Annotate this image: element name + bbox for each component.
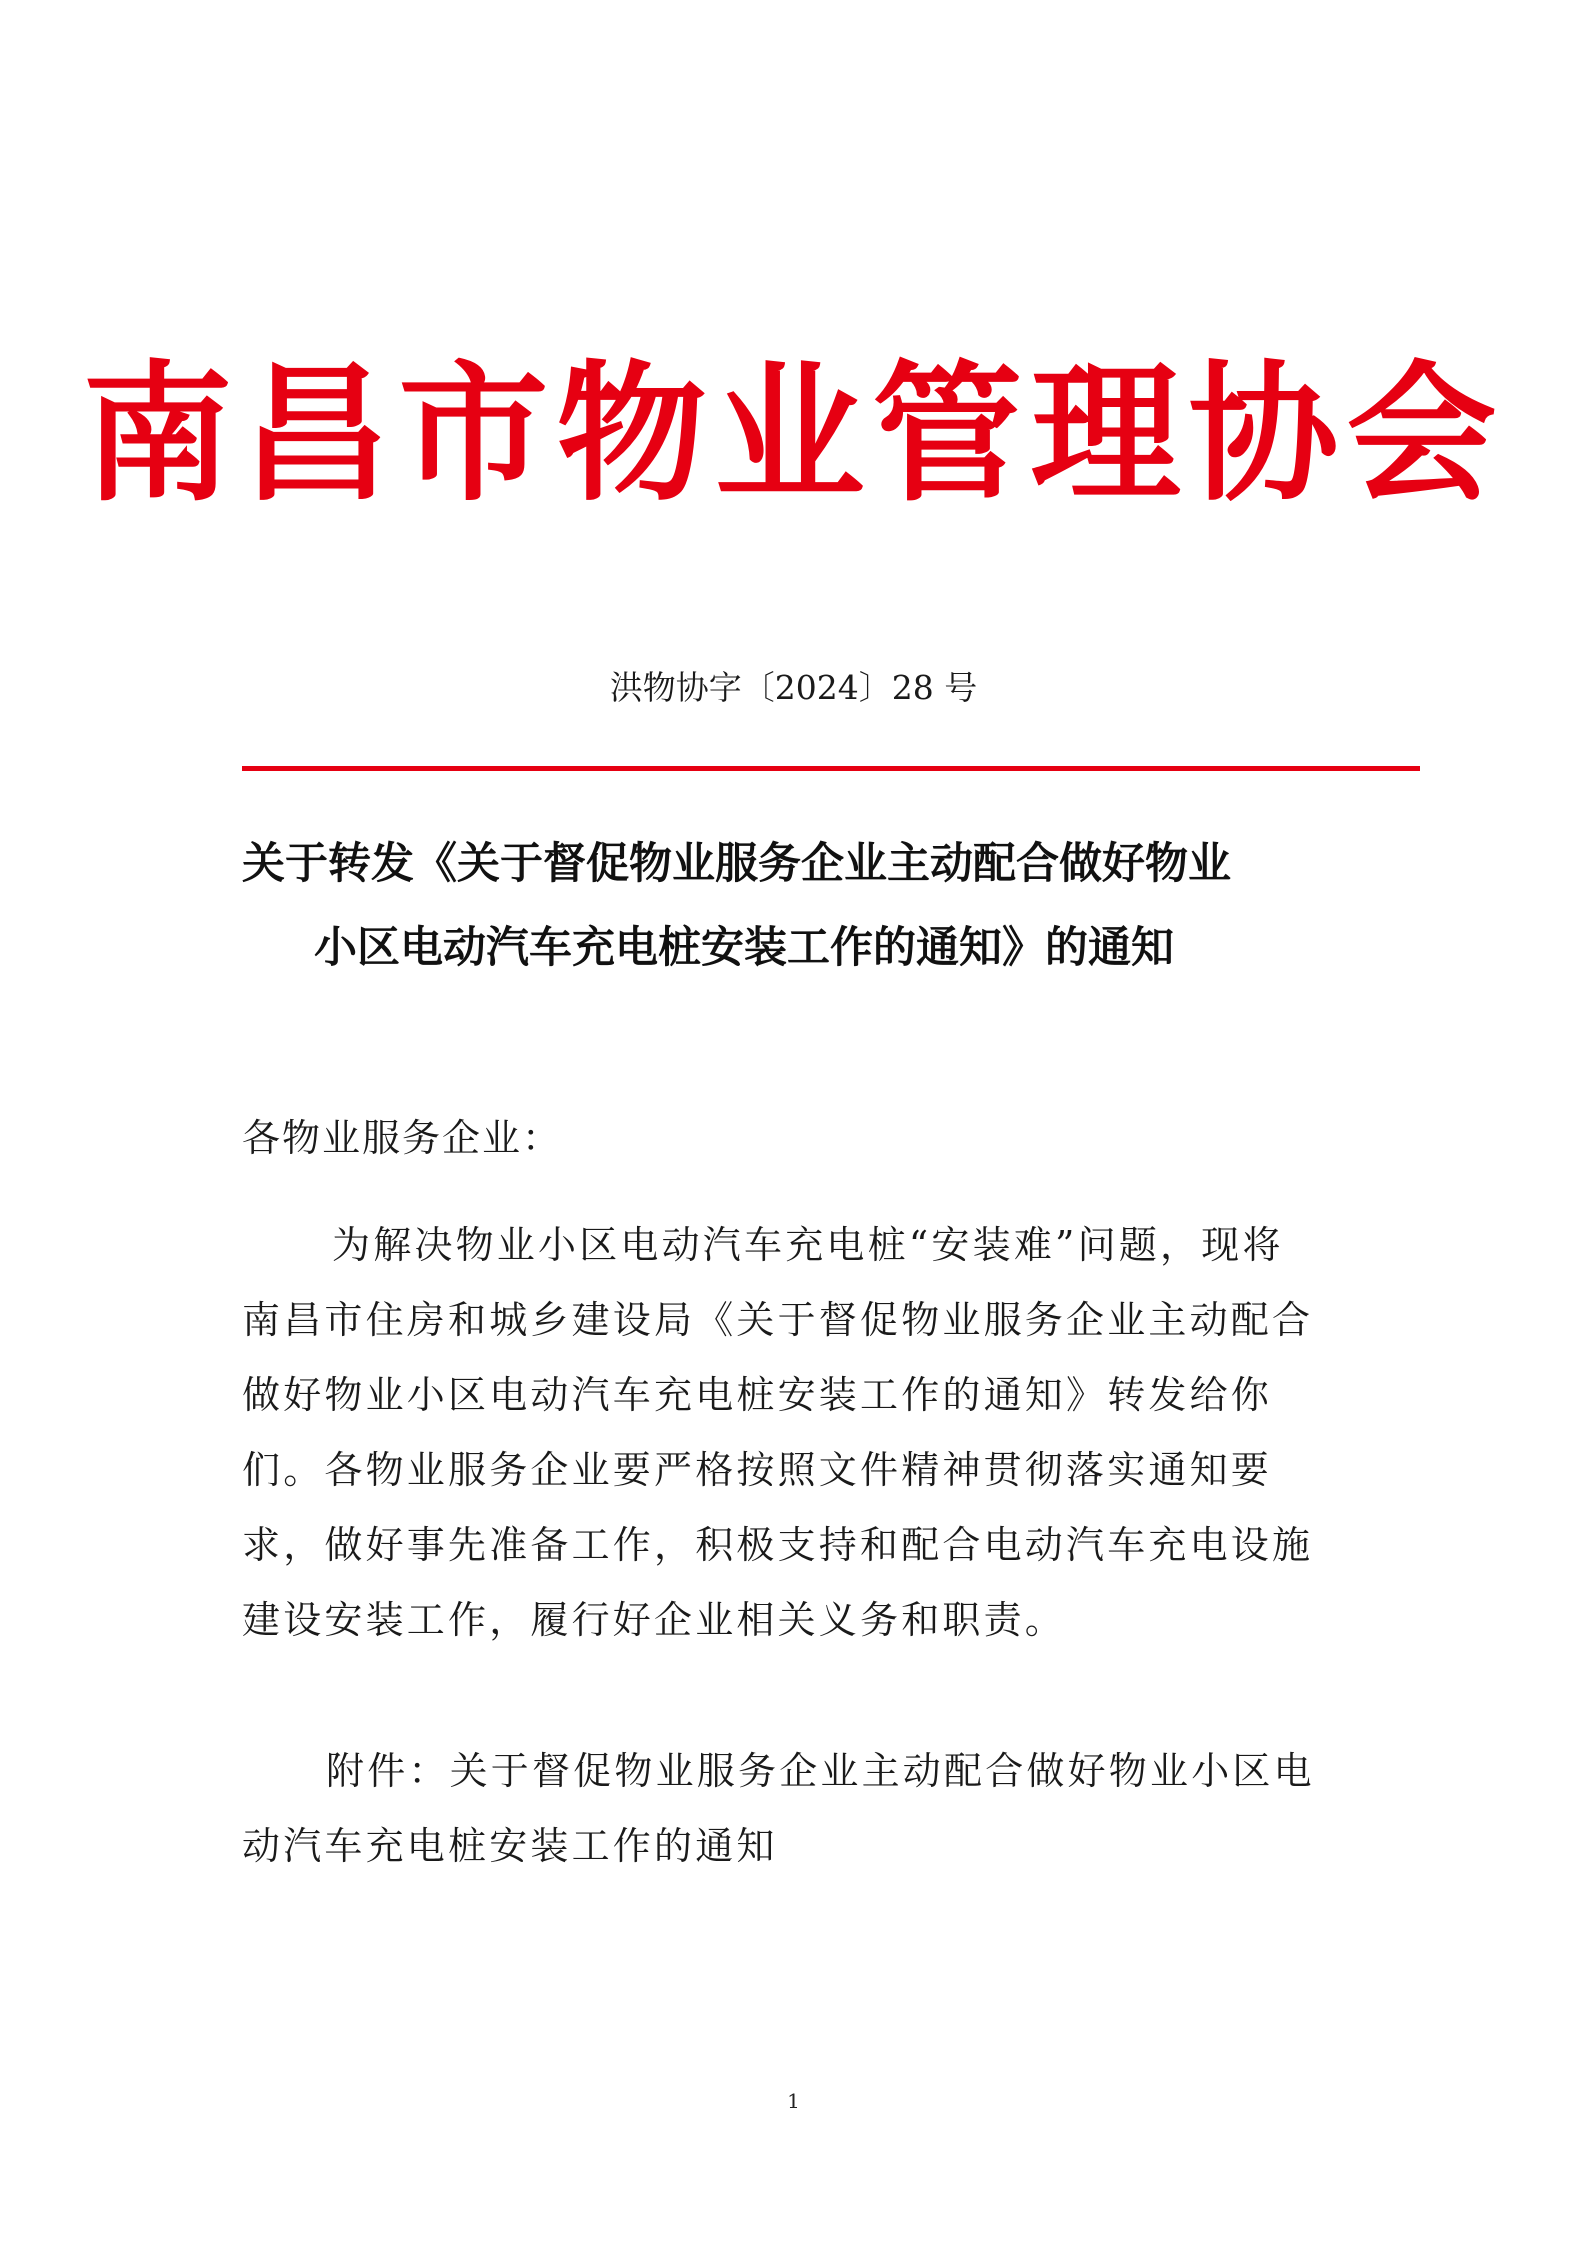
body-paragraph	[242, 1208, 1354, 1658]
title-line-1: 关于转发《关于督促物业服务企业主动配合做好物业	[242, 839, 1231, 889]
red-divider-line	[242, 766, 1420, 771]
body-line: 做好物业小区电动汽车充电桩安装工作的通知》转发给你	[242, 1373, 1273, 1417]
document-number: 洪物协字〔2024〕28 号	[609, 668, 978, 707]
attachment-line: 动汽车充电桩安装工作的通知	[242, 1824, 778, 1868]
organization-letterhead: 南昌市物业管理协会	[82, 348, 1505, 522]
attachment-note	[242, 1734, 1354, 1884]
page-number: 1	[787, 2089, 800, 2113]
title-line-2: 小区电动汽车充电桩安装工作的通知》的通知	[314, 923, 1174, 973]
body-line: 建设安装工作，履行好企业相关义务和职责。	[242, 1598, 1067, 1642]
document-title	[242, 822, 1352, 990]
attachment-line: 附件：关于督促物业服务企业主动配合做好物业小区电	[326, 1749, 1315, 1793]
body-line: 为解决物业小区电动汽车充电桩“安装难”问题，现将	[332, 1223, 1284, 1267]
body-line: 们。各物业服务企业要严格按照文件精神贯彻落实通知要	[242, 1448, 1273, 1492]
body-line: 南昌市住房和城乡建设局《关于督促物业服务企业主动配合	[242, 1298, 1314, 1342]
salutation: 各物业服务企业：	[242, 1116, 563, 1160]
body-line: 求，做好事先准备工作，积极支持和配合电动汽车充电设施	[242, 1523, 1314, 1567]
